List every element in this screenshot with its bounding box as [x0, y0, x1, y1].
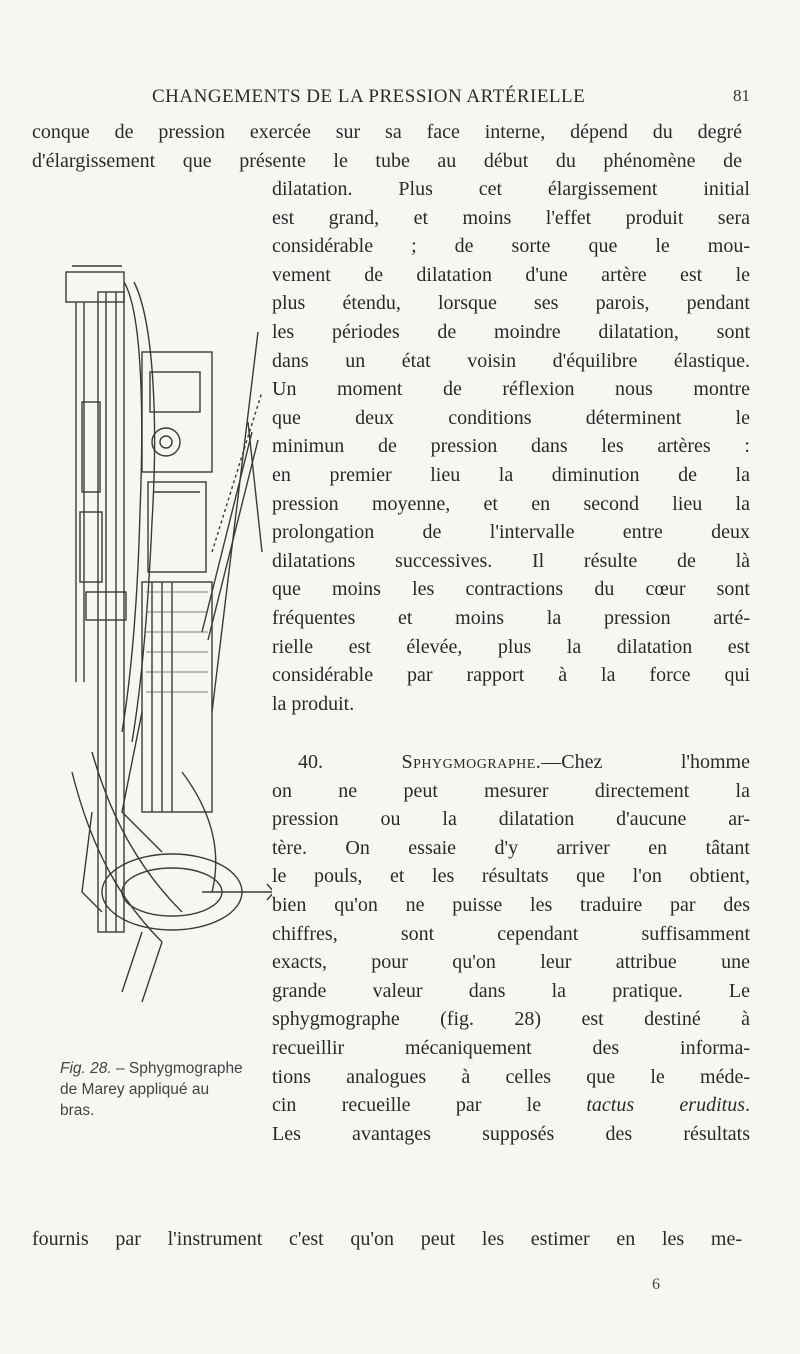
- section-first-line: Chez l'homme: [561, 751, 750, 773]
- text-line: est grand, et moins l'effet produit sera: [272, 206, 750, 229]
- text-line: considérable ; de sorte que le mou-: [272, 235, 750, 258]
- text-line: d'élargissement que présente le tube au début du phénomène de: [32, 149, 742, 172]
- text-line: les périodes de moindre dilatation, sont: [272, 320, 750, 343]
- text-line: bien qu'on ne puisse les traduire par des: [272, 893, 750, 916]
- text-line: fournis par l'instrument c'est qu'on peut les estimer en les me-: [32, 1228, 742, 1250]
- text-line: fréquentes et moins la pression arté-: [272, 606, 750, 629]
- text-line: dans un état voisin d'équilibre élastique.: [272, 349, 750, 372]
- text-line: grande valeur dans la pratique. Le: [272, 979, 750, 1002]
- text-line: pression moyenne, et en second lieu la: [272, 492, 750, 515]
- text-line: [272, 1091, 750, 1120]
- running-title: CHANGEMENTS DE LA PRESSION ARTÉRIELLE: [152, 86, 586, 107]
- text-line: tère. On essaie d'y arriver en tâtant: [272, 836, 750, 859]
- text-run: .: [745, 1094, 750, 1117]
- signature-mark: 6: [652, 1276, 660, 1293]
- top-paragraph: [32, 118, 742, 175]
- figure-label: Fig. 28.: [60, 1060, 112, 1077]
- text-line: dilatations successives. Il résulte de là: [272, 549, 750, 572]
- section-dash: —: [541, 751, 562, 773]
- figure-caption: [60, 1058, 270, 1121]
- text-line: plus étendu, lorsque ses parois, pendant: [272, 292, 750, 315]
- text-line: pression ou la dilatation d'aucune ar-: [272, 808, 750, 831]
- running-header: [0, 86, 800, 116]
- text-run: cin recueille par le: [272, 1094, 587, 1117]
- text-line: dilatation. Plus cet élargissement initial: [272, 178, 750, 200]
- sphygmograph-illustration: [62, 252, 272, 1012]
- text-line: prolongation de l'intervalle entre deux: [272, 521, 750, 544]
- paragraph-1: [272, 175, 750, 718]
- text-line: chiffres, sont cependant suffisamment: [272, 922, 750, 945]
- text-line: Un moment de réflexion nous montre: [272, 378, 750, 401]
- section-title: Sphygmographe.: [401, 751, 542, 773]
- text-line: exacts, pour qu'on leur attribue une: [272, 951, 750, 974]
- text-line: tions analogues à celles que le méde-: [272, 1065, 750, 1088]
- bottom-line: [32, 1225, 742, 1254]
- section-number: 40.: [298, 751, 323, 773]
- text-line: sphygmographe (fig. 28) est destiné à: [272, 1008, 750, 1031]
- sphygmograph-figure: [62, 252, 272, 1012]
- text-line: on ne peut mesurer directement la: [272, 779, 750, 802]
- latin-phrase: tactus eruditus: [586, 1094, 745, 1117]
- caption-text: – Sphygmographe: [111, 1060, 243, 1077]
- text-line: considérable par rapport à la force qui: [272, 664, 750, 687]
- text-line: la produit.: [272, 692, 355, 715]
- text-line: que deux conditions déterminent le: [272, 406, 750, 429]
- text-line: que moins les contractions du cœur sont: [272, 578, 750, 601]
- text-line: conque de pression exercée sur sa face interne, dépend du degré: [32, 121, 742, 143]
- text-line: rielle est élevée, plus la dilatation est: [272, 635, 750, 658]
- page-number: 81: [733, 86, 750, 105]
- section-heading-line: [272, 748, 750, 777]
- text-line: vement de dilatation d'une artère est le: [272, 263, 750, 286]
- text-line: Les avantages supposés des résultats: [272, 1122, 750, 1145]
- text-line: en premier lieu la diminution de la: [272, 463, 750, 486]
- text-line: le pouls, et les résultats que l'on obtient,: [272, 865, 750, 888]
- text-line: recueillir mécaniquement des informa-: [272, 1036, 750, 1059]
- text-line: minimun de pression dans les artères :: [272, 435, 750, 458]
- caption-line: de Marey appliqué au: [60, 1081, 210, 1098]
- paragraph-2: [272, 748, 750, 1148]
- caption-line: [60, 1058, 270, 1079]
- caption-line: bras.: [60, 1102, 95, 1119]
